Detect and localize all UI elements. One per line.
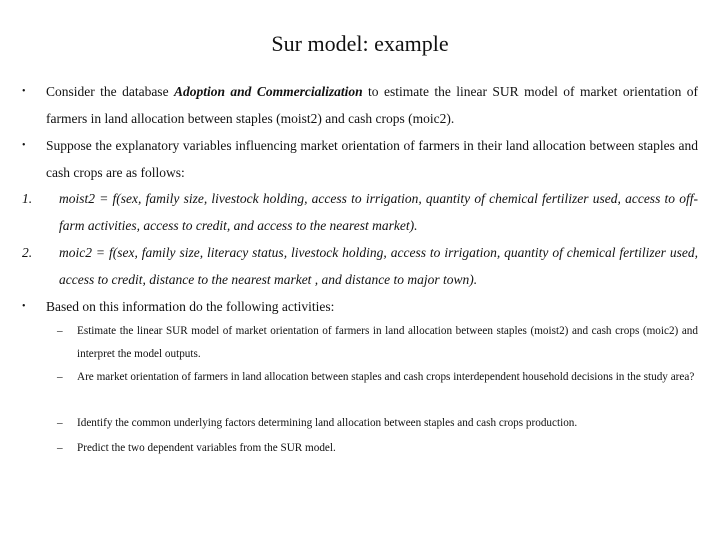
- equation-text: moic2 = f(sex, family size, literacy status, livestock holding, access to irrigation, quantity of chemical fertilizer used, access to credit, distance to the nearest market , and distance to major town).: [59, 245, 698, 287]
- activity-text: Estimate the linear SUR model of market orientation of farmers in land allocation between staples (moist2) and cash crops (moic2) and interpret the model outputs.: [77, 325, 698, 360]
- bullet-text: Suppose the explanatory variables influencing market orientation of farmers in their land allocation between staples and cash crops are as follows:: [46, 138, 698, 180]
- bullet-explanatory-variables: [22, 132, 698, 186]
- bullet-marker: •: [22, 86, 26, 97]
- dash-marker: –: [57, 325, 63, 337]
- number-marker: 2.: [22, 245, 33, 260]
- bullet-marker: •: [22, 301, 26, 312]
- dash-marker: –: [57, 442, 63, 454]
- activity-item: [57, 366, 698, 389]
- bullet-database: [22, 78, 698, 132]
- activity-item: [57, 412, 698, 435]
- bullet-activities-intro: [22, 293, 698, 320]
- bullet-text-after: to estimate the linear SUR model of market orientation of farmers in land allocation between staples (moist2) and cash crops (moic2).: [46, 84, 698, 126]
- activity-text: Predict the two dependent variables from the SUR model.: [77, 442, 336, 454]
- dash-marker: –: [57, 371, 63, 383]
- equation-text: moist2 = f(sex, family size, livestock holding, access to irrigation, quantity of chemical fertilizer used, access to off-farm activities, access to credit, and access to the nearest market).: [59, 191, 698, 233]
- activity-item: [57, 437, 698, 460]
- activity-text: Identify the common underlying factors determining land allocation between staples and cash crops production.: [77, 417, 578, 429]
- bullet-text: [22, 78, 698, 132]
- number-marker: 1.: [22, 191, 33, 206]
- equation-moic2: [22, 239, 698, 293]
- database-name: Adoption and Commercialization: [173, 84, 363, 99]
- activity-text: Are market orientation of farmers in land allocation between staples and cash crops interdependent household decisions in the study area?: [77, 371, 695, 383]
- bullet-text: Based on this information do the following activities:: [46, 299, 335, 314]
- equation-moist2: [22, 185, 698, 239]
- slide-title: Sur model: example: [271, 31, 449, 56]
- dash-marker: –: [57, 417, 63, 429]
- activity-item: [57, 320, 698, 366]
- bullet-marker: •: [22, 140, 26, 151]
- bullet-text-before: Consider the database: [46, 84, 174, 99]
